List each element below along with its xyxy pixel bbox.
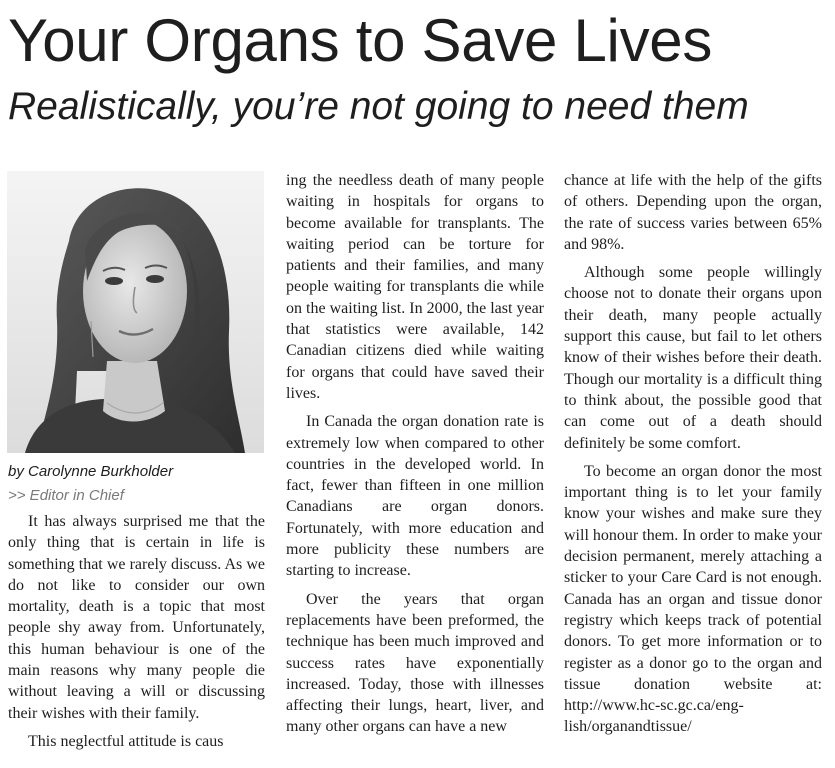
paragraph: Although some people willingly choose not to donate their organs upon their death, many people actually support this cause, but fail to let others know of their wishes before their death. Though our mortality is a difficult thing to think about, the possible good that can come out of a death should definitely be some comfort.: [564, 264, 822, 452]
paragraph: It has always surprised me that the only thing that is certain in life is something that we rarely discuss. As we do not like to consider our own mortality, death is a topic that most people shy away from. Unfortunately, this human behaviour is one of the main reasons why many people die without leaving a will or discussing their wishes with their family.: [8, 513, 265, 722]
author-photo: [7, 171, 264, 453]
paragraph: ing the needless death of many people waiting in hospitals for organs to become available for transplants. The waiting period can be torture for patients and their families, and many people waiting for transplants die while on the waiting list. In 2000, the last year that statistics were available, 142 Canadian citizens died while waiting for organs that could have saved their lives.: [286, 172, 544, 402]
paragraph: To become an organ donor the most important thing is to let your family know your wishes and make sure they will honour them. In order to make your decision permanent, merely attaching a sticker to your Care Card is not enough. Canada has an organ and tissue donor registry which keeps track of potential donors. To get more information or to register as a donor go to the organ and tissue donation website at: http://www.hc-sc.gc.ca/english/organandtissue/: [564, 462, 822, 736]
author-portrait-image: [7, 171, 264, 453]
article-byline: by Carolynne Burkholder: [8, 463, 174, 480]
article-subtitle: Realistically, you’re not going to need them: [8, 85, 749, 128]
paragraph: This neglectful attitude is caus: [28, 732, 224, 750]
paragraph: Over the years that organ replacements have been preformed, the technique has been much improved and success rates have exponentially increased. Today, those with illnesses affecting their lungs, heart, liver, and many other organs can have a new: [286, 590, 544, 736]
paragraph: In Canada the organ donation rate is extremely low when compared to other countries in the developed world. In fact, fewer than fifteen in one million Canadians are organ donors. Fortunately, with more education and more publicity these numbers are starting to increase.: [286, 413, 544, 580]
article-title: Your Organs to Save Lives: [8, 7, 713, 74]
author-role: >> Editor in Chief: [8, 487, 124, 504]
article-column-1: [8, 511, 265, 752]
article-column-2: [286, 170, 544, 738]
paragraph: chance at life with the help of the gifts of others. Depending upon the organ, the rate of success varies between 65% and 98%.: [564, 172, 822, 253]
article-column-3: [564, 170, 822, 738]
